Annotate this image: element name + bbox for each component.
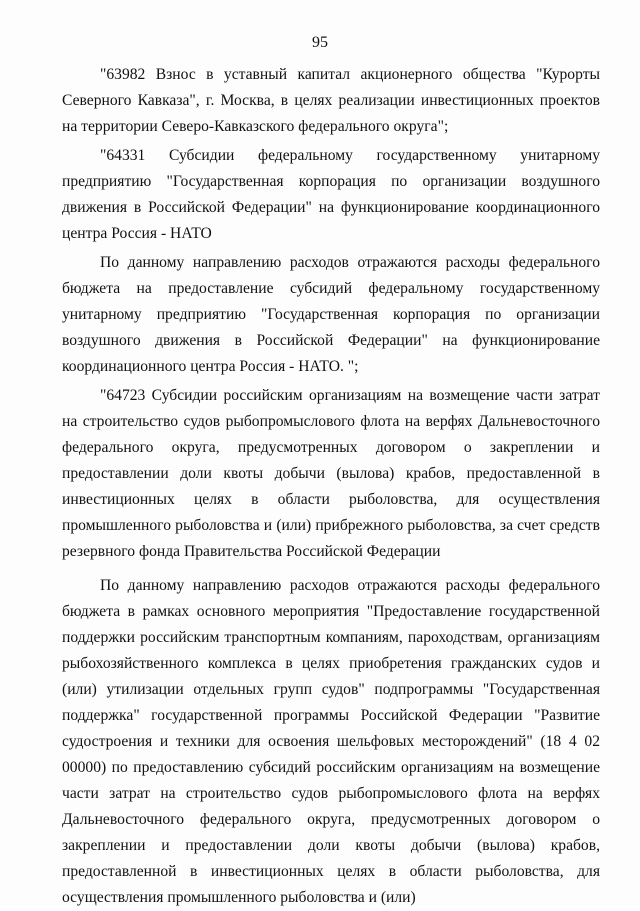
paragraph-64723-description: По данному направлению расходов отражаются расходы федерального бюджета в рамках основного мероприятия "Предоставление государственной поддержки российским транспортным компаниям, пароходствам, организациям рыбохозяйственного комплекса в целях приобретения гражданских судов и (или) утилизации отдельных групп судов" подпрограммы "Государственная поддержка" государственной программы Российской Федерации "Развитие судостроения и техники для освоения шельфовых месторождений" (18 4 02 00000) по предоставлению субсидий российским организациям на возмещение части затрат на строительство судов рыбопромыслового флота на верфях Дальневосточного федерального округа, предусмотренных договором о закреплении и предоставлении доли квоты добычи (вылова) крабов, предоставленной в инвестиционных целях в области рыболовства, для осуществления промышленного рыболовства и (или)	[62, 577, 600, 906]
paragraph-63982: "63982 Взнос в уставный капитал акционерного общества "Курорты Северного Кавказа", г. Москва, в целях реализации инвестиционных проектов на территории Северо-Кавказского федерального округа";	[62, 66, 600, 135]
paragraph-64331-description: По данному направлению расходов отражаются расходы федерального бюджета на предоставление субсидий федеральному государственному унитарному предприятию "Государственная корпорация по организации воздушного движения в Российской Федерации" на функционирование координационного центра Россия - НАТО. ";	[62, 254, 600, 375]
page-number: 95	[312, 34, 328, 51]
document-body	[62, 62, 600, 911]
paragraph-64723: "64723 Субсидии российским организациям на возмещение части затрат на строительство судов рыбопромыслового флота на верфях Дальневосточного федерального округа, предусмотренных договором о закреплении и предоставлении доли квоты добычи (вылова) крабов, предоставленной в инвестиционных целях в области рыболовства, для осуществления промышленного рыболовства и (или) прибрежного рыболовства, за счет средств резервного фонда Правительства Российской Федерации	[62, 387, 600, 560]
paragraph-64331: "64331 Субсидии федеральному государственному унитарному предприятию "Государственная корпорация по организации воздушного движения в Российской Федерации" на функционирование координационного центра Россия - НАТО	[62, 147, 600, 242]
